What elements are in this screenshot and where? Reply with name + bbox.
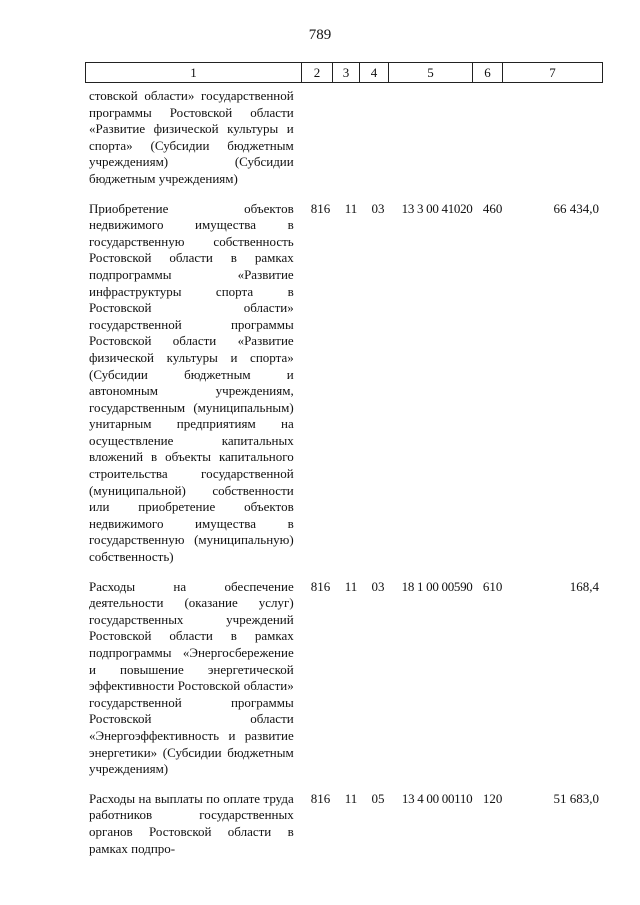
header-col-1: 1 [86, 63, 302, 82]
row-col-2: 816 [310, 790, 331, 806]
row-col-4: 03 [371, 578, 385, 594]
row-col-7: 168,4 [569, 578, 599, 594]
row-col-5: 18 1 00 00590 [401, 578, 473, 594]
table-row [89, 201, 599, 566]
page-number: 789 [308, 27, 332, 43]
row-description: стовской области» государственной программы Ростовской области «Развитие физической культуры и спорта» (Субсидии бюджетным учреждениям) (Субсидии бюджетным учреждениям) [89, 88, 294, 186]
row-col-2: 816 [310, 200, 331, 216]
header-col-6: 6 [473, 63, 503, 82]
header-col-4: 4 [360, 63, 389, 82]
header-col-3: 3 [333, 63, 360, 82]
row-col-7: 51 683,0 [553, 790, 599, 806]
row-col-3: 11 [344, 578, 358, 594]
table-header [85, 62, 603, 83]
row-col-6: 610 [482, 578, 503, 594]
row-col-2: 816 [310, 578, 331, 594]
row-col-5: 13 3 00 41020 [401, 200, 473, 216]
row-col-6: 460 [482, 200, 503, 216]
row-col-4: 05 [371, 790, 385, 806]
row-col-7: 66 434,0 [553, 200, 599, 216]
row-col-3: 11 [344, 200, 358, 216]
table-row [89, 791, 599, 857]
header-col-7: 7 [549, 65, 556, 80]
row-col-6: 120 [482, 790, 503, 806]
row-description: Приобретение объектов недвижимого имущества в государственную собственность Ростовской области в рамках подпрограммы «Развитие инфраструктуры спорта в Ростовской области» государственной программы Ростовской области «Развитие физической культуры и спорта» (Субсидии бюджетным и автономным учреждениям, государственным (муниципальным) унитарным предприятиям на осуществление капитальных вложений в объекты капитального строительства государственной (муниципальной) собственности или приобретение объектов недвижимого имущества в государственную (муниципальную) собственность) [89, 200, 294, 565]
row-col-5: 13 4 00 00110 [401, 790, 473, 806]
table-row [89, 88, 599, 188]
header-col-5: 5 [389, 63, 473, 82]
row-col-3: 11 [344, 790, 358, 806]
row-col-4: 03 [371, 200, 385, 216]
row-description: Расходы на выплаты по оплате труда работников государственных органов Ростовской области в рамках подпро- [89, 790, 294, 856]
row-description: Расходы на обеспечение деятельности (оказание услуг) государственных учреждений Ростовской области в рамках подпрограммы «Энергосбережение и повышение энергетической эффективности Ростовской области» государственной программы Ростовской области «Энергоэффективность и развитие энергетики» (Субсидии бюджетным учреждениям) [89, 578, 294, 777]
table-body [89, 88, 599, 857]
table-row [89, 579, 599, 778]
header-col-2: 2 [302, 63, 333, 82]
